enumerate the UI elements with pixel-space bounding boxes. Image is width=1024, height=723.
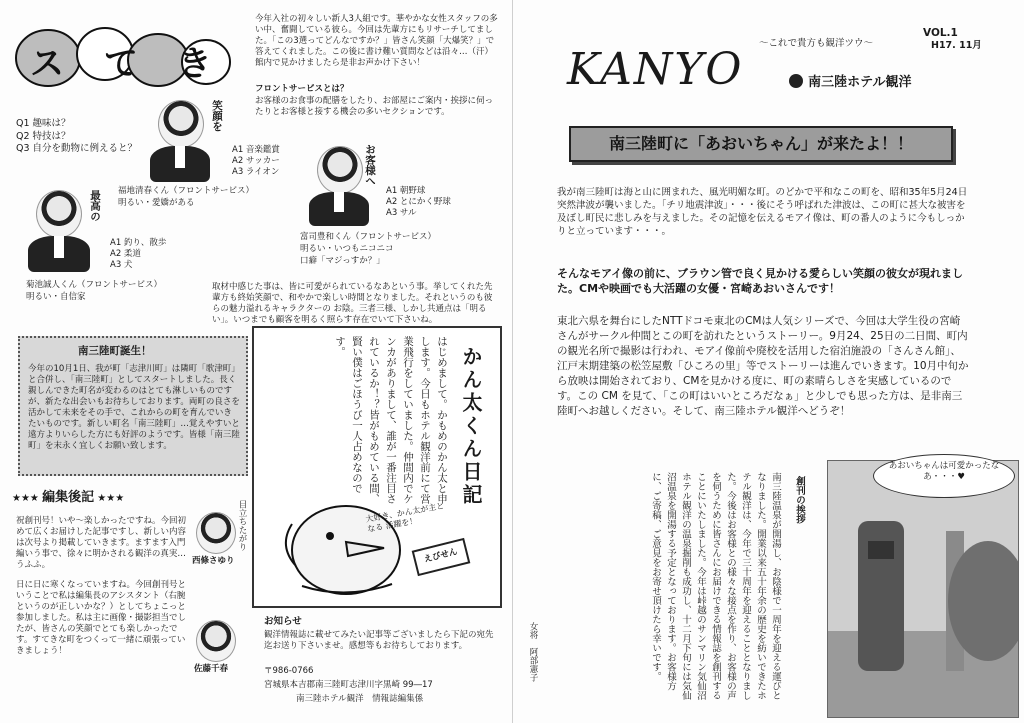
editor-note-1: 祝創刊号！いや～楽しかったですね。今回初めて広くお届けした記事ですし、新しい内容は次号より掲載していきます。ますます入門編いう事で、徐々に明かされる観洋の真実…うふふ。	[16, 516, 187, 570]
hotel-name: 南三陸ホテル観洋	[808, 75, 912, 90]
avatar	[196, 512, 236, 554]
person-name: 菊池誠人くん（フロントサービス）	[26, 280, 163, 290]
logo-text: ス て き	[30, 44, 226, 84]
answers	[110, 238, 190, 271]
cm-story: 東北六県を舞台にしたNTTドコモ東北のCMは人気シリーズで、今回は大学生役の宮崎さんがサークル仲間とこの町を訪れたというストーリー。9月24、25日の二日間、町内の観光名所で撮影は行われ、モアイ像前や廃校を活用した宿泊施設の「さんさん館」、江戸末期建築の松笠屋敷「ひころの里」等でストーリーは進んでいきます。10月中旬から放映は開始されており、CMを見かける度に、町の素晴らしさを実感しているのです。この CM を見て、「この町はいいところだなぁ」と少しでも思った方は、是非南三陸町へお越しください。そして、南三陸ホテル観洋へどうぞ！	[557, 315, 969, 417]
questions-list	[16, 118, 156, 156]
editor-note-2: 日に日に寒くなっていますね。今回創刊号ということで私は編集長のアシスタント（右腕というのが正しいかな？）としてちょこっと参加しました。私は主に画像・撮影担当でしたが、皆さんの笑顔でとても楽しかったです。すてきな町をつくって一緒に頑張っていきましょう！	[16, 580, 187, 656]
editor-title: 編集後記	[42, 490, 95, 505]
ebisen-badge: えびせん	[412, 538, 471, 576]
sutekiboy-logo	[10, 14, 235, 96]
front-service-title: フロントサービスとは？	[255, 84, 349, 94]
answer-3: A3 ライオン	[232, 167, 280, 177]
interview-note: 取材中感じた事は、皆に可愛がられているなあという事。挙してくれた先輩方も終始笑顔で、和やかで楽しい時間となりました。それというのも彼らの魅力溢れるキャラクターの お陰。三者三様、しかし共通点は「明るい」。いつまでも顧客を明るく照らす存在でいて下さいね。	[212, 282, 493, 325]
avatar	[158, 100, 204, 148]
answers	[232, 145, 312, 178]
person-tag: お客様へ	[364, 144, 376, 186]
greeting-box	[523, 468, 809, 710]
town-title: 南三陸町誕生！	[78, 345, 152, 357]
tsunami-intro: 我が南三陸町は海と山に囲まれた、風光明媚な町。のどかで平和なこの町を、昭和35年5月24日突然津波が襲いました。「チリ地震津波」・・・後にそう呼ばれた津波は、この町に甚大な被害を及ぼし町民に悲しみを与えました。その記憶を伝えるモアイ像は、町の番人のように今もしっかりと立っています・・・。	[557, 187, 968, 237]
answer-3: A3 サル	[386, 208, 417, 218]
intro-text: 今年入社の初々しい新人3人組です。華やかな女性スタッフの多い中、奮闘している彼ら。今回は先輩方にもリサーチしてました。「この3選ってどんなですか？」皆さん笑顔「大爆笑？」で答えてくれました。この後に書け難い質問などは沿々…（汗）館内で見かけましたら是非お声かけ下さい！	[255, 14, 498, 68]
kanta-diary-box	[252, 326, 502, 608]
headline-text: 南三陸町に「あおいちゃん」が来たよ！！	[608, 134, 913, 153]
stars-icon: ★★★	[94, 493, 125, 504]
person-desc: 明るい・自信家	[26, 292, 86, 302]
answer-1: A1 朝野球	[386, 186, 426, 196]
question-1: Q1 趣味は？	[16, 118, 71, 129]
highlight-text: そんなモアイ像の前に、ブラウン管で良く見かける愛らしい笑顔の彼女が現れました。CMや映画でも大活躍の女優・宮崎あおいさんです！	[557, 267, 964, 295]
diary-bubble: 大好き、かん太が主となる 活躍を！	[364, 501, 445, 534]
question-3: Q3 自分を動物に例えると？	[16, 143, 138, 154]
editor-tag: 目立ちたがり	[237, 500, 247, 551]
avatar	[196, 620, 236, 662]
diary-title: かん太くん日記	[459, 346, 483, 507]
person-name: 富司豊和くん（フロントサービス）	[300, 232, 437, 242]
answer-3: A3 犬	[110, 260, 133, 270]
issue-date: H17. 11月	[931, 40, 982, 51]
avatar	[317, 146, 363, 194]
town-birth-box	[18, 336, 248, 476]
town-body: 今年の10月1日、我が町「志津川町」は隣町「歌津町」と合併し、「南三陸町」としてスタートしました。長く親しんできた町名が変わるのはとても淋しいものですが、新たな出会いもお待ちしております。両町の良さを活かして未来をその手で、これからの町を育んでいきたいものです。新しい町名「南三陸町」…覚えやすいと遠方よりいらした方にも好評のようです。皆様「南三陸町」を末永く宜しくお願い致します。	[28, 364, 240, 451]
answer-2: A2 サッカー	[232, 156, 280, 166]
editor-sign-1: 西條さゆり	[192, 556, 235, 566]
notice-box	[256, 612, 502, 716]
person-name: 福地清春くん（フロントサービス）	[118, 186, 255, 196]
moai-photo	[827, 460, 1019, 718]
editor-header	[12, 486, 152, 504]
tuxedo-icon	[309, 192, 369, 226]
person-desc: 明るい・愛嬌がある	[118, 198, 195, 208]
tagline: ～これで貴方も観洋ツウ～	[759, 38, 874, 49]
greeting-body: 南三陸温泉が開湯し、お陰様で一周年を迎える運びとなりました。開業以来五十年余の歴史を紡いできたホテル観洋は、今年で三十周年を迎えることとなりました。今後はお客様との様々な接点を作り、お客様の声を伺うために皆さんにお届けできる情報誌を創刊することにいたしました。今年は峠越のサンマリン気仙沼ホテル観洋の温泉掘削も成功し、十二月下旬には気仙沼温泉を開湯する予定となっております。お客様方に、ご寄稿、ご意見をお寄せ頂けたら幸いです。	[650, 472, 781, 700]
right-page	[512, 0, 1024, 723]
notice-postal: 〒986-0766	[264, 666, 314, 676]
front-service-desc: お客様のお食事の配膳をしたり、お部屋にご案内・挨拶に伺ったりとお客様と接する機会の多いセクションです。	[255, 96, 494, 117]
tuxedo-icon	[150, 146, 210, 182]
person-desc: 明るい・いつもニコニコ	[300, 244, 394, 254]
person-tag: 笑顔を	[211, 100, 223, 132]
answer-2: A2 柔道	[110, 249, 141, 259]
greeting-title: 創刊の挨拶	[794, 476, 805, 524]
vol-number: VOL.1	[923, 27, 958, 39]
question-2: Q2 特技は？	[16, 130, 71, 142]
editor-sign-2: 佐藤千春	[194, 664, 229, 674]
person-quote: 口癖「マジっすか？」	[300, 256, 385, 266]
notice-address: 宮城県本吉郡南三陸町志津川字黒崎 99―17	[264, 680, 433, 690]
headline-banner	[569, 126, 953, 162]
hotel-logo	[789, 70, 969, 88]
stars-icon: ★★★	[12, 493, 43, 504]
notice-sender: 南三陸ホテル観洋 情報誌編集係	[296, 694, 424, 704]
notice-title: お知らせ	[264, 616, 302, 627]
moai-statue-icon	[828, 461, 1018, 717]
person-tag: 最高の	[89, 190, 101, 222]
answer-1: A1 音楽鑑賞	[232, 145, 280, 155]
hotel-mark-icon	[789, 74, 803, 88]
notice-body: 観洋情報誌に載せてみたい記事等ございましたら下記の宛先迄お送り下さいませ。感想等もお待ちしております。	[264, 630, 494, 651]
diary-body: はじめまして。かもめのかん太と申します。今日もホテル観洋前にて営業飛行をしていました。仲間内でケンカがありまして、誰が一番注目されているか！？皆がもめている間、賢い僕はごほうび一人占めなのです。	[334, 336, 448, 504]
masthead: KANYO	[567, 44, 744, 95]
answer-1: A1 釣り、散歩	[110, 238, 167, 248]
avatar	[36, 190, 82, 238]
tuxedo-icon	[28, 236, 90, 272]
greeting-signer: 女将 阿部憲子	[528, 622, 538, 682]
answer-2: A2 とにかく野球	[386, 197, 451, 207]
answers	[386, 186, 496, 219]
photo-bubble: あおいちゃんは可愛かったなあ・・・♥	[873, 454, 1015, 498]
seagull-icon	[272, 476, 422, 598]
